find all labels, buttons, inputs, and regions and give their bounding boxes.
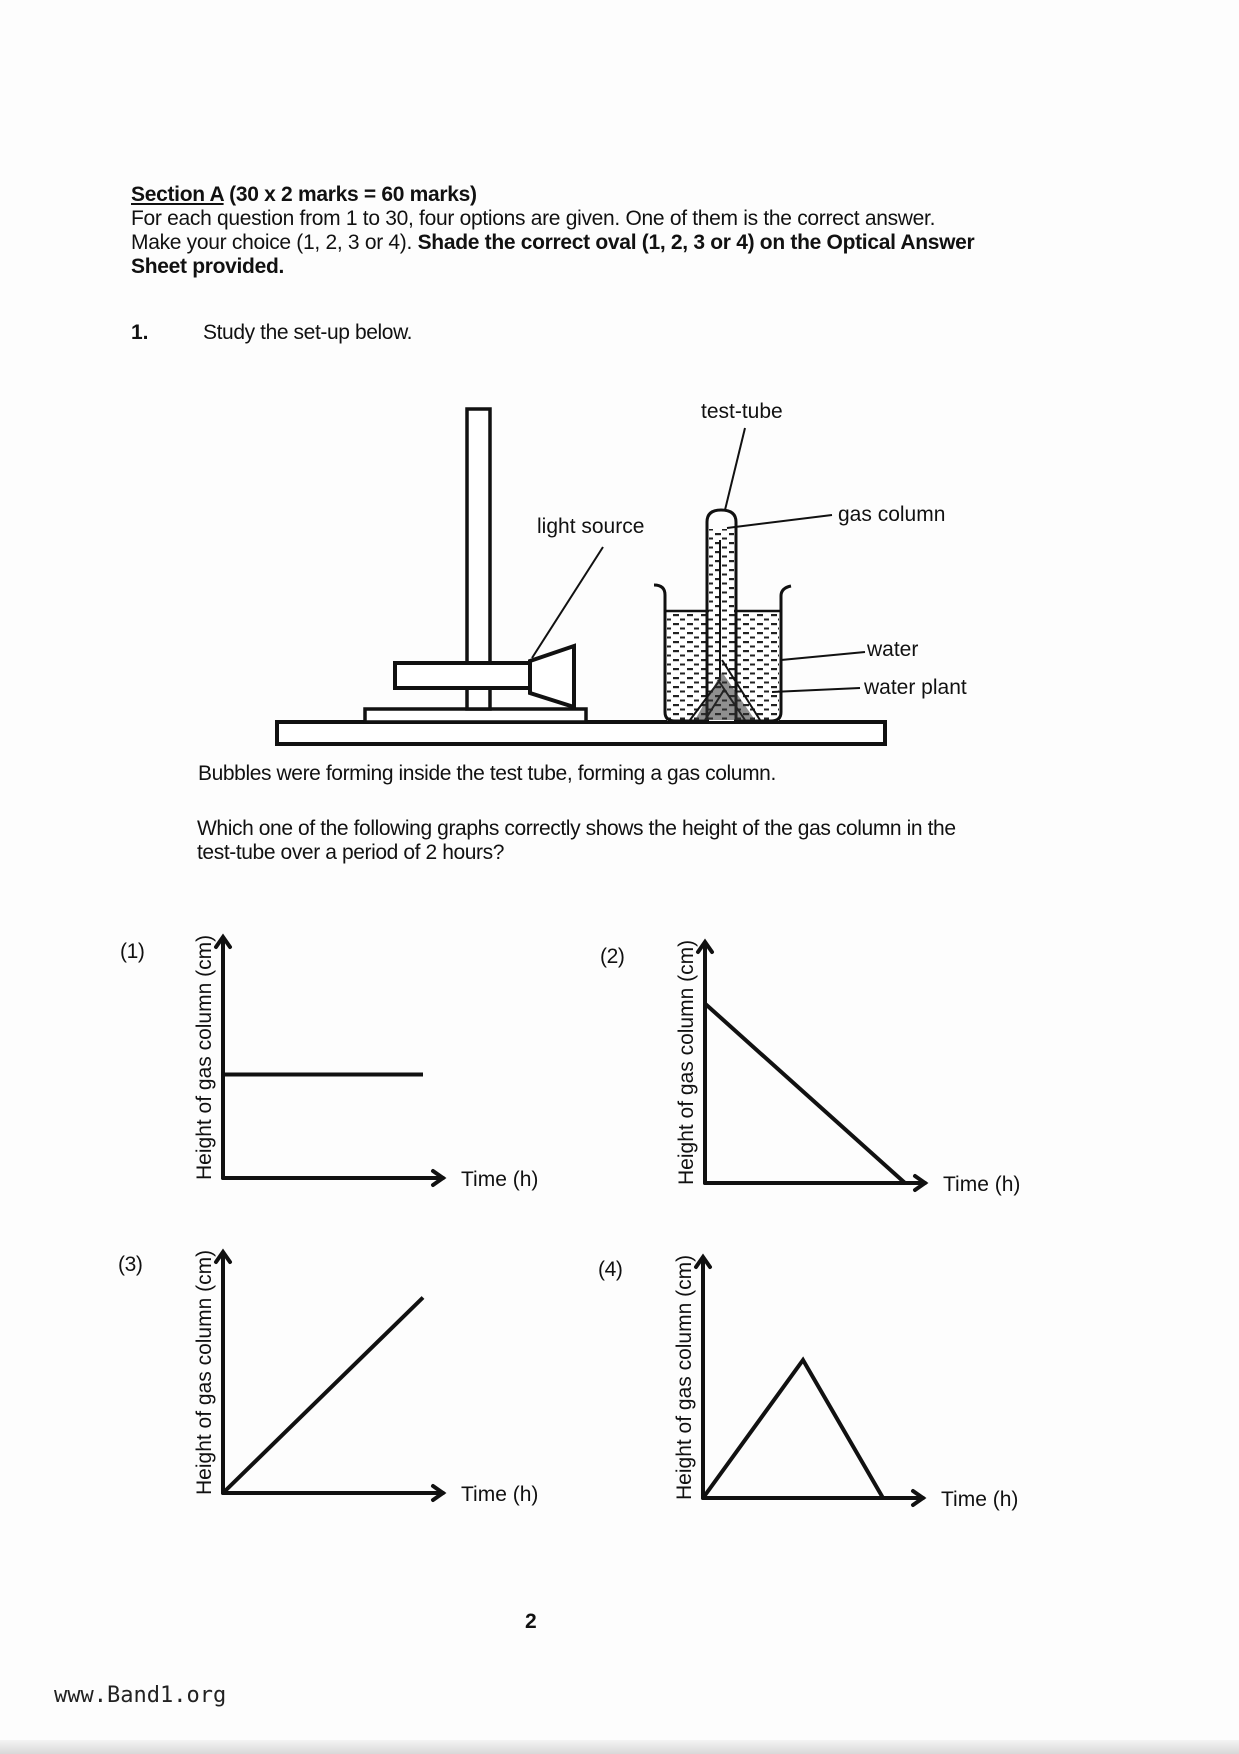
instructions-bold-text: Shade the correct oval (1, 2, 3 or 4) on the Optical Answer Sheet provided.: [131, 231, 975, 278]
light-source-label: light source: [537, 515, 645, 538]
apparatus-diagram: [0, 0, 1239, 760]
option-label: (2): [600, 945, 625, 968]
question-ask: Which one of the following graphs correctly shows the height of the gas column in the test-tube over a period of 2 hours?: [197, 817, 956, 864]
option-graph: [118, 900, 578, 1200]
data-line: [705, 1004, 905, 1183]
gas-column-label: gas column: [838, 503, 946, 526]
option-2: [600, 905, 1060, 1205]
x-axis-label: Time (h): [941, 1488, 1019, 1511]
instructions-text: For each question from 1 to 30, four options are given. One of them is the correct answer. Make your choice (1, 2, 3 or 4).: [131, 207, 936, 254]
option-4: [598, 1220, 1058, 1520]
option-label: (1): [120, 940, 145, 963]
x-axis-label: Time (h): [943, 1173, 1021, 1196]
x-axis-label: Time (h): [461, 1483, 539, 1506]
option-label: (3): [118, 1253, 143, 1276]
y-axis-label: Height of gas column (cm): [193, 934, 216, 1180]
data-line: [223, 1298, 423, 1494]
page-number: 2: [525, 1610, 537, 1633]
base-board: [277, 722, 885, 744]
clamp-arm: [395, 663, 530, 688]
option-graph: [598, 1220, 1058, 1520]
scan-edge: [0, 1740, 1239, 1754]
option-label: (4): [598, 1258, 623, 1281]
option-graph: [118, 1215, 578, 1515]
stand-foot: [365, 709, 586, 722]
y-axis-label: Height of gas column (cm): [193, 1249, 216, 1495]
x-axis-label: Time (h): [461, 1168, 539, 1191]
footer-website: www.Band1.org: [54, 1683, 227, 1708]
section-marks: (30 x 2 marks = 60 marks): [229, 183, 477, 206]
light-source-lamp: [530, 646, 574, 707]
y-axis-label: Height of gas column (cm): [675, 939, 698, 1185]
option-graph: [600, 905, 1060, 1205]
y-axis-label: Height of gas column (cm): [673, 1254, 696, 1500]
data-line: [703, 1360, 883, 1498]
test-tube-label: test-tube: [701, 400, 783, 423]
water-plant-label: water plant: [864, 676, 967, 699]
water-label: water: [867, 638, 919, 661]
question-number: 1.: [131, 321, 149, 344]
option-1: [118, 900, 578, 1200]
section-title: Section A: [131, 183, 224, 206]
question-prompt: Study the set-up below.: [203, 321, 413, 344]
question-statement: Bubbles were forming inside the test tube, forming a gas column.: [198, 762, 776, 785]
option-3: [118, 1215, 578, 1515]
